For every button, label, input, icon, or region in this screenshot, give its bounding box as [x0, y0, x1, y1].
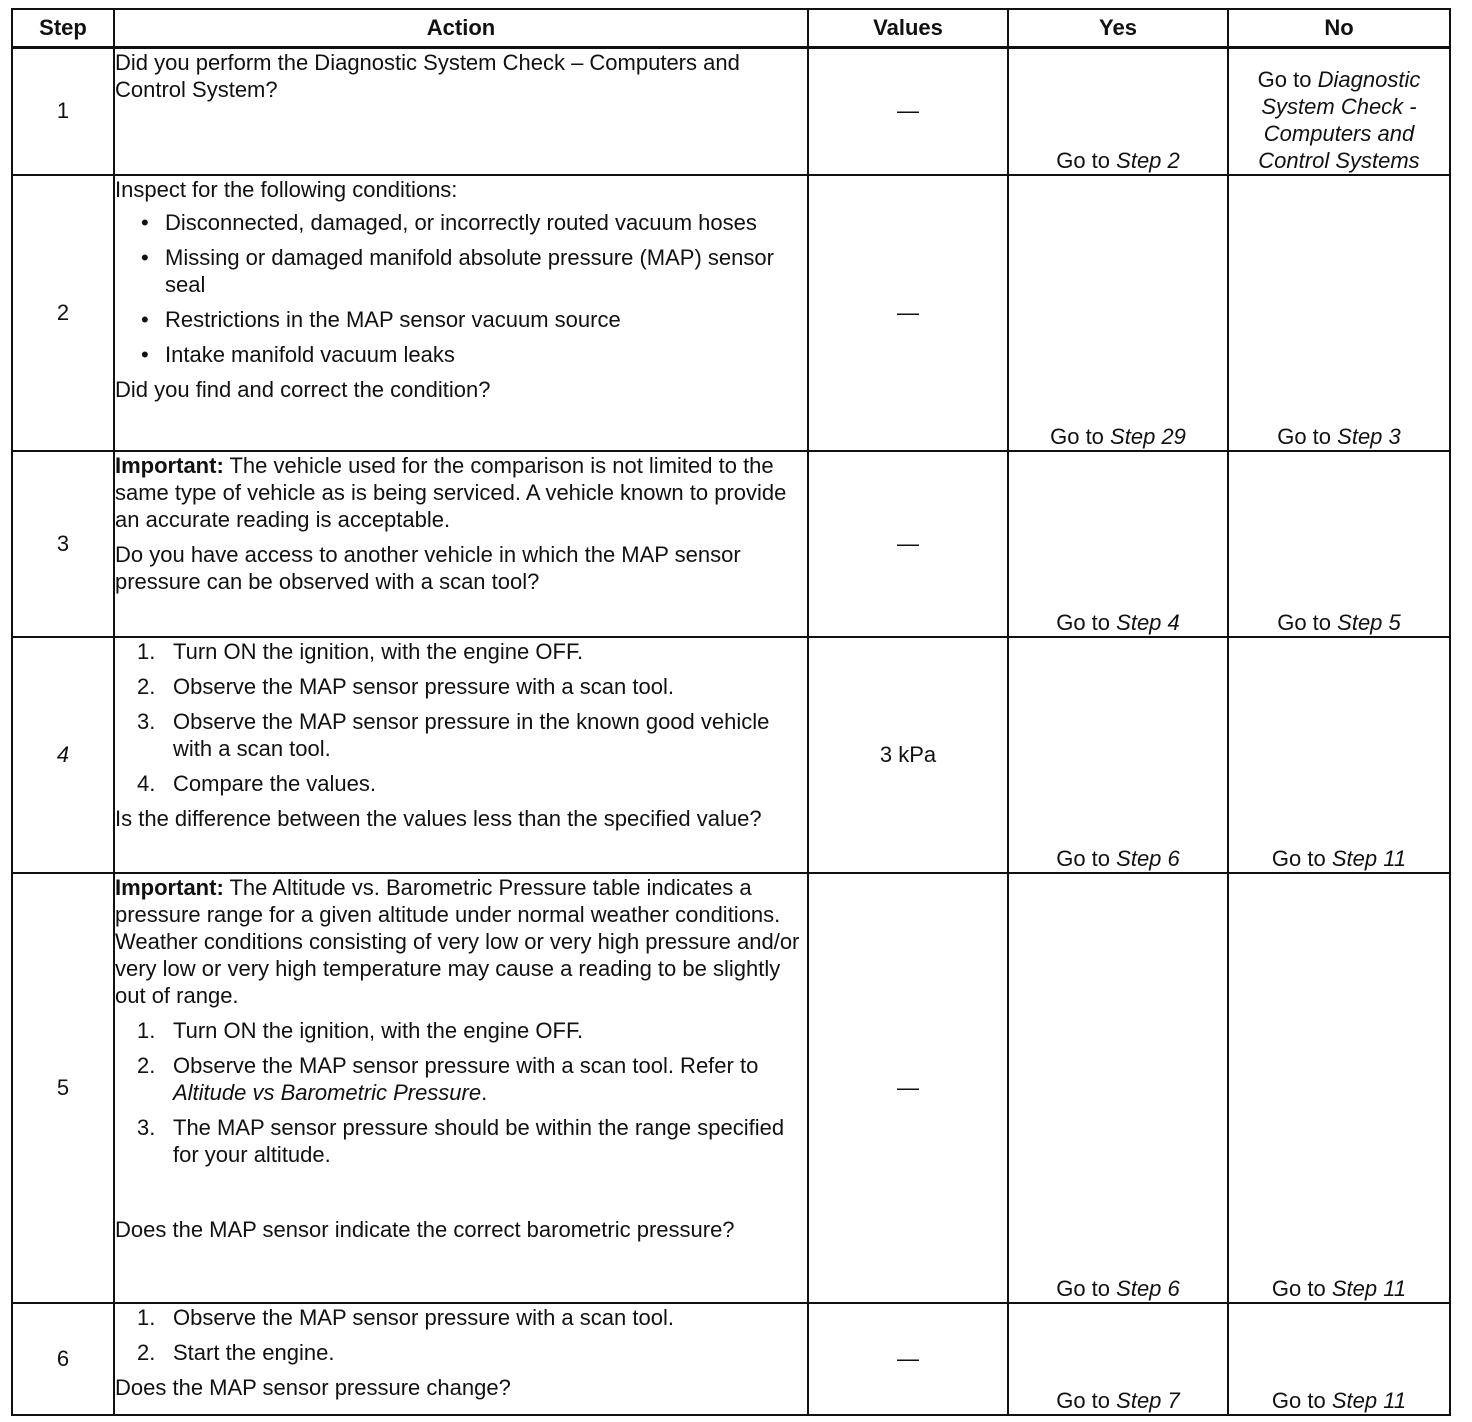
step-number: 6: [12, 1303, 114, 1415]
action-cell: [114, 873, 808, 1303]
values-cell: —: [808, 451, 1008, 637]
yes-target-link[interactable]: Step 29: [1110, 423, 1186, 449]
yes-target-link[interactable]: Step 7: [1116, 1387, 1180, 1413]
list-item: 3. The MAP sensor pressure should be within the range specified for your altitude.: [137, 1114, 785, 1167]
list-item: • Missing or damaged manifold absolute pressure (MAP) sensor seal: [137, 244, 807, 298]
no-target-link[interactable]: Step 11: [1331, 1275, 1407, 1301]
procedure-list: [115, 1017, 807, 1168]
table-row: [12, 1303, 1450, 1415]
yes-prefix: Go to: [1050, 423, 1104, 449]
no-prefix: Go to: [1277, 423, 1332, 449]
no-prefix: Go to: [1271, 845, 1326, 871]
important-label: Important:: [115, 874, 224, 900]
header-no: No: [1228, 9, 1450, 48]
important-text: The Altitude vs. Barometric Pressure table indicates a pressure range for a given altitude under normal weather conditions. Weather conditions consisting of very low or very high pressure and/or very low or very high temperature may cause a reading to be slightly out of range.: [115, 874, 800, 1008]
condition-list: [115, 209, 807, 368]
list-item: 1. Turn ON the ignition, with the engine OFF.: [137, 638, 584, 664]
list-item: • Intake manifold vacuum leaks: [137, 341, 807, 368]
values-cell: —: [808, 1303, 1008, 1415]
table-row: [12, 451, 1450, 637]
no-cell[interactable]: [1228, 451, 1450, 637]
list-item: 1. Observe the MAP sensor pressure with a scan tool.: [137, 1304, 674, 1330]
list-item: 2. Start the engine.: [137, 1339, 335, 1365]
step-number: 5: [12, 873, 114, 1303]
yes-prefix: Go to: [1056, 845, 1111, 871]
yes-target-link[interactable]: Step 2: [1116, 147, 1180, 173]
header-row: [12, 9, 1450, 48]
header-step: Step: [12, 9, 114, 48]
diagnostic-table: [11, 8, 1451, 1416]
action-question: Does the MAP sensor indicate the correct barometric pressure?: [115, 1216, 735, 1242]
table-row: [12, 175, 1450, 451]
no-cell[interactable]: [1228, 637, 1450, 873]
yes-prefix: Go to: [1056, 147, 1111, 173]
no-target-link[interactable]: Step 11: [1331, 1387, 1407, 1413]
action-question: Do you have access to another vehicle in which the MAP sensor pressure can be observed with a scan tool?: [115, 541, 741, 594]
table-row: [12, 873, 1450, 1303]
no-target-link[interactable]: Step 5: [1337, 609, 1401, 635]
action-cell: [114, 637, 808, 873]
header-yes: Yes: [1008, 9, 1228, 48]
no-target-link[interactable]: Step 11: [1331, 845, 1407, 871]
no-prefix: Go to: [1277, 609, 1332, 635]
action-cell: [114, 175, 808, 451]
yes-cell[interactable]: [1008, 48, 1228, 175]
list-item: 4. Compare the values.: [137, 770, 376, 796]
step-number: 2: [12, 175, 114, 451]
procedure-list: [115, 638, 807, 797]
no-prefix: Go to: [1271, 1387, 1326, 1413]
yes-cell[interactable]: [1008, 1303, 1228, 1415]
action-question: Did you find and correct the condition?: [115, 376, 491, 402]
yes-cell[interactable]: [1008, 637, 1228, 873]
yes-cell[interactable]: [1008, 175, 1228, 451]
header-values: Values: [808, 9, 1008, 48]
no-cell[interactable]: [1228, 175, 1450, 451]
yes-cell[interactable]: [1008, 451, 1228, 637]
no-cell[interactable]: [1228, 48, 1450, 175]
list-item: 1. Turn ON the ignition, with the engine OFF.: [137, 1017, 584, 1043]
no-prefix: Go to: [1257, 66, 1312, 92]
action-question: Did you perform the Diagnostic System Check – Computers and Control System?: [115, 50, 740, 102]
action-cell: [114, 451, 808, 637]
action-cell: [114, 1303, 808, 1415]
values-cell: —: [808, 175, 1008, 451]
yes-prefix: Go to: [1056, 1387, 1111, 1413]
yes-prefix: Go to: [1056, 1275, 1111, 1301]
list-item: 3. Observe the MAP sensor pressure in the known good vehicle with a scan tool.: [137, 708, 770, 761]
no-target-link[interactable]: Diagnostic System Check - Computers and Control Systems: [1258, 66, 1421, 173]
important-label: Important:: [115, 452, 224, 478]
procedure-list: [115, 1304, 807, 1366]
important-note: [115, 452, 807, 533]
yes-target-link[interactable]: Step 6: [1116, 1275, 1180, 1301]
step-number: 4: [12, 637, 114, 873]
step-number: 1: [12, 48, 114, 175]
no-cell[interactable]: [1228, 873, 1450, 1303]
important-text: The vehicle used for the comparison is not limited to the same type of vehicle as is being serviced. A vehicle known to provide an accurate reading is acceptable.: [115, 452, 787, 532]
important-note: [115, 874, 807, 1009]
action-cell: [114, 48, 808, 175]
reference-link[interactable]: Altitude vs Barometric Pressure: [173, 1079, 482, 1105]
values-cell: 3 kPa: [808, 637, 1008, 873]
no-target-link[interactable]: Step 3: [1337, 423, 1401, 449]
action-question: Does the MAP sensor pressure change?: [115, 1374, 511, 1400]
no-cell[interactable]: [1228, 1303, 1450, 1415]
list-item: 2. Observe the MAP sensor pressure with a scan tool. Refer to Altitude vs Barometric Pressure.: [137, 1052, 759, 1105]
list-item: • Disconnected, damaged, or incorrectly routed vacuum hoses: [137, 209, 807, 236]
list-item: 2. Observe the MAP sensor pressure with a scan tool.: [137, 673, 674, 699]
step-number: 3: [12, 451, 114, 637]
yes-prefix: Go to: [1056, 609, 1111, 635]
values-cell: —: [808, 48, 1008, 175]
yes-target-link[interactable]: Step 4: [1116, 609, 1180, 635]
list-item: • Restrictions in the MAP sensor vacuum source: [137, 306, 807, 333]
values-cell: —: [808, 873, 1008, 1303]
yes-cell[interactable]: [1008, 873, 1228, 1303]
table-row: [12, 48, 1450, 175]
action-intro: Inspect for the following conditions:: [115, 176, 458, 202]
no-prefix: Go to: [1271, 1275, 1326, 1301]
action-question: Is the difference between the values less than the specified value?: [115, 805, 762, 831]
header-action: Action: [114, 9, 808, 48]
table-row: [12, 637, 1450, 873]
yes-target-link[interactable]: Step 6: [1116, 845, 1180, 871]
